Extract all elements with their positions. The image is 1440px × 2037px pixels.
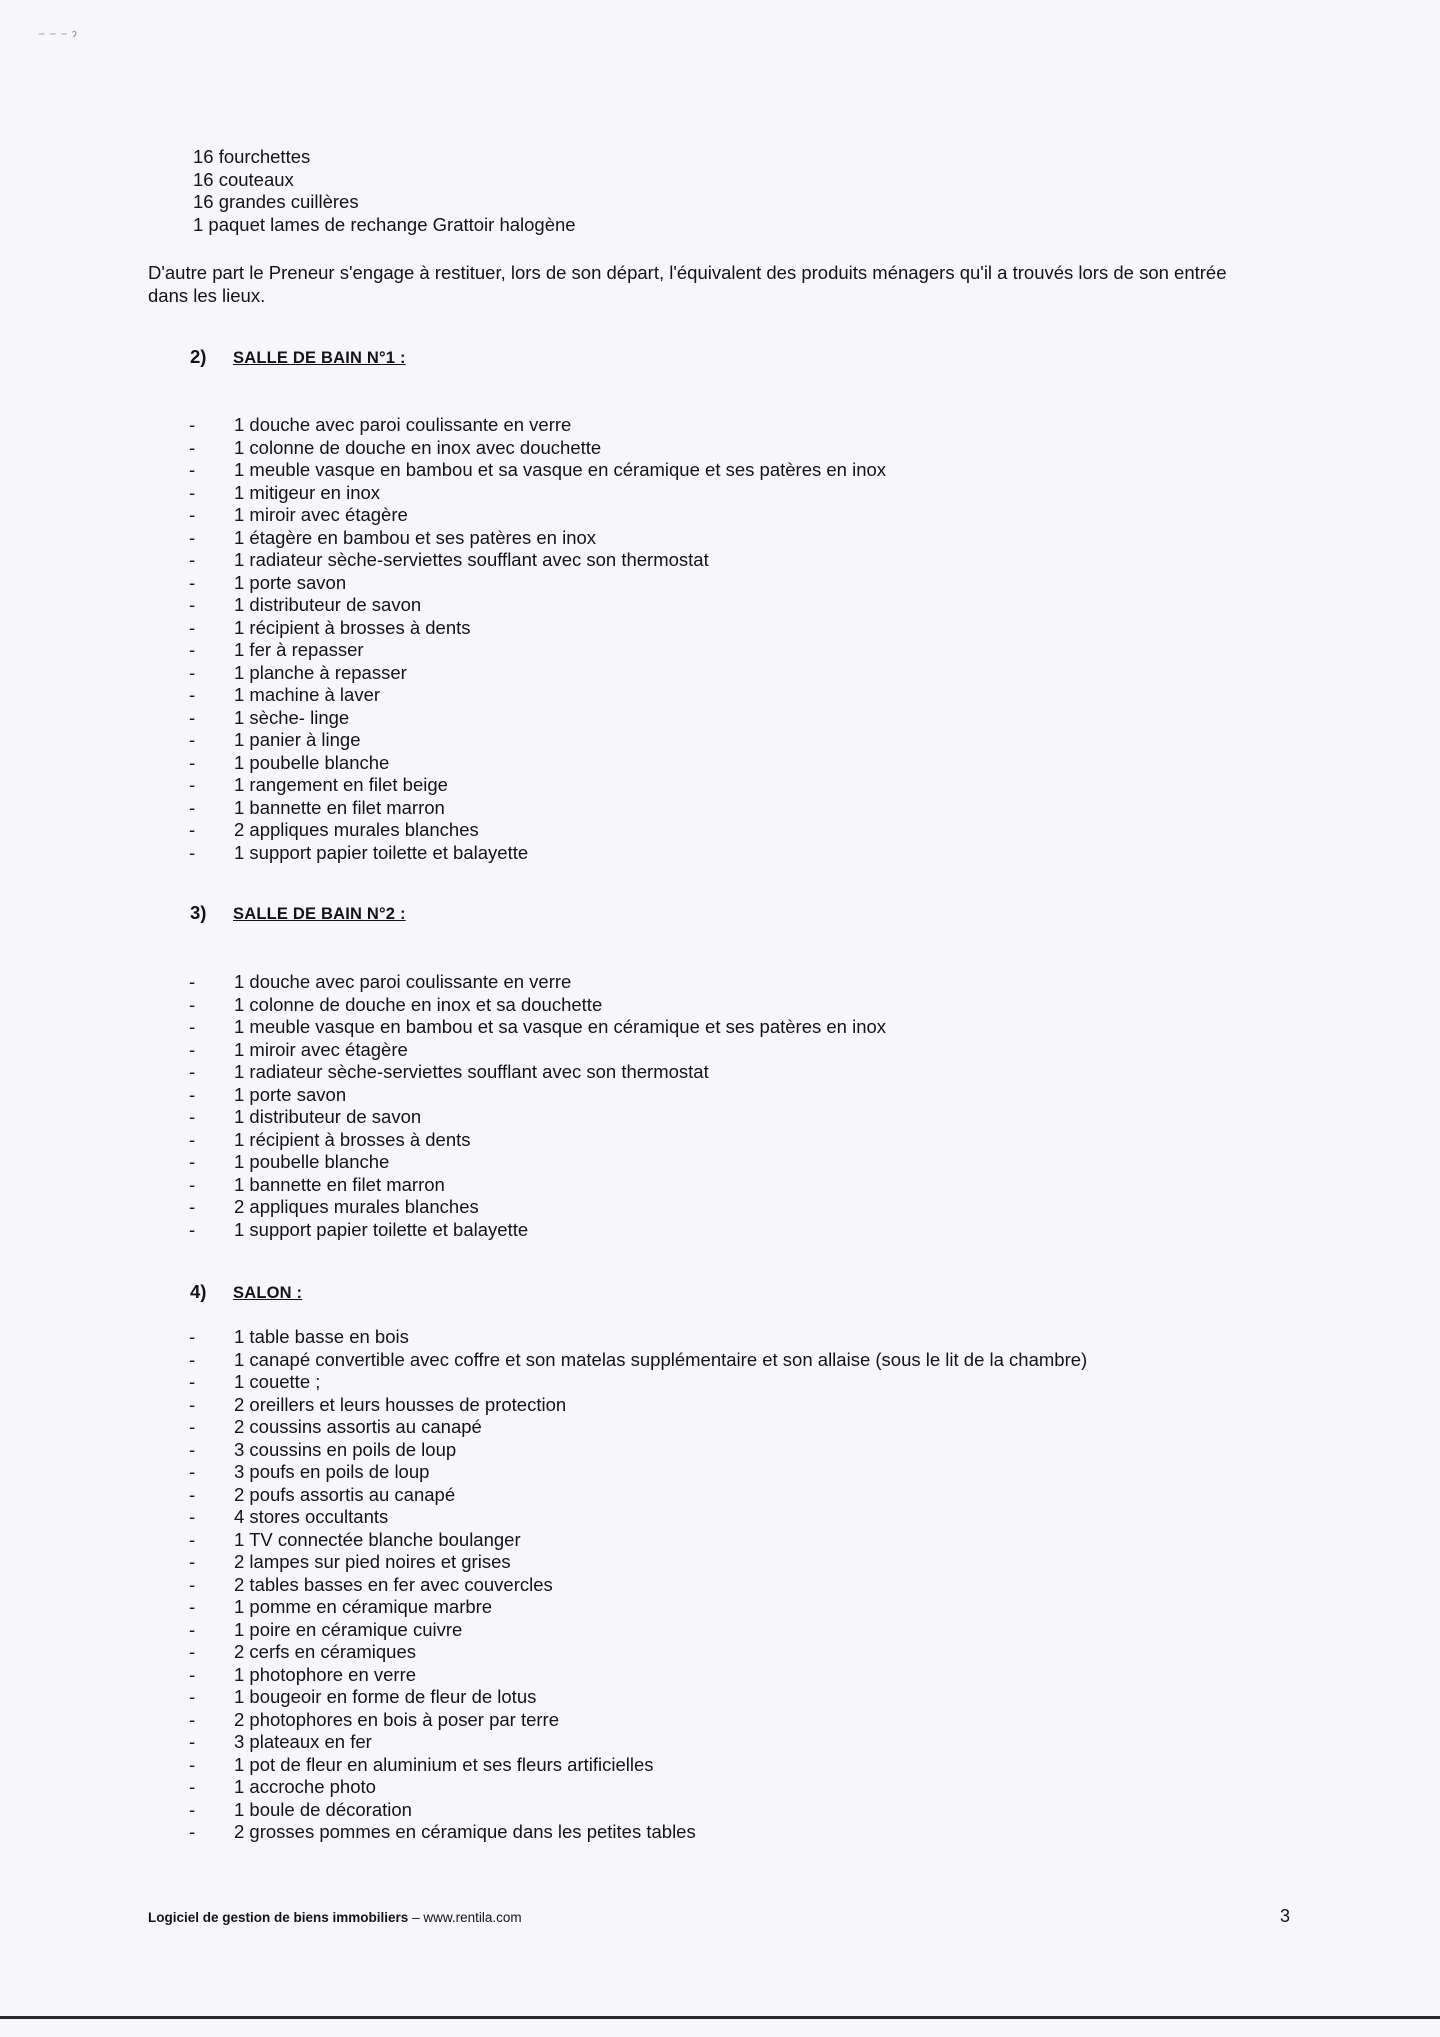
item-text: 2 lampes sur pied noires et grises [234,1551,511,1572]
items-list-salon [189,1326,1087,1844]
bullet-dash: - [189,1438,196,1460]
list-item [189,527,886,550]
bullet-dash: - [189,1821,196,1842]
list-item [189,1371,1087,1394]
bullet-dash: - [189,1016,196,1037]
bullet-dash: - [189,1173,196,1195]
intro-line: 16 couteaux [193,168,294,190]
bullet-dash: - [189,751,196,773]
bullet-dash: - [189,1371,196,1392]
list-item [189,1196,886,1219]
bullet-dash: - [189,1528,196,1550]
list-item [189,504,886,527]
bullet-dash: - [189,796,196,818]
item-text: 1 support papier toilette et balayette [234,841,529,863]
item-text: 1 planche à repasser [234,661,407,683]
list-item [189,971,886,994]
list-item [189,774,886,797]
list-item [189,1641,1087,1664]
list-item [189,594,886,617]
item-text: 1 mitigeur en inox [234,481,381,503]
list-item [189,1799,1087,1822]
item-text: 1 radiateur sèche-serviettes soufflant avec son thermostat [234,1061,709,1082]
item-text: 1 support papier toilette et balayette [234,1218,529,1240]
list-item [189,549,886,572]
item-text: 1 poire en céramique cuivre [234,1618,463,1640]
list-item [189,414,886,437]
bullet-dash: - [189,1506,196,1527]
bullet-dash: - [189,594,196,615]
item-text: 1 meuble vasque en bambou et sa vasque en céramique et ses patères en inox [234,1016,887,1037]
item-text: 1 accroche photo [234,1776,376,1797]
list-item [189,797,886,820]
item-text: 3 coussins en poils de loup [234,1438,457,1460]
scan-artifact: ⁻ ⁻ ⁻ ˀ [38,28,77,44]
footer-software-name: Logiciel de gestion de biens immobiliers [148,1910,409,1925]
item-text: 2 appliques murales blanches [234,819,479,840]
item-text: 2 grosses pommes en céramique dans les petites tables [234,1821,696,1842]
list-item [189,1219,886,1242]
item-text: 3 poufs en poils de loup [234,1461,430,1482]
list-item [189,684,886,707]
item-text: 1 miroir avec étagère [234,504,408,525]
item-text: 2 poufs assortis au canapé [234,1483,456,1505]
bullet-dash: - [189,661,196,683]
section-number: 2) [190,346,207,367]
bullet-dash: - [189,1416,196,1437]
bullet-dash: - [189,1776,196,1797]
list-item [189,1506,1087,1529]
item-text: 2 tables basses en fer avec couvercles [234,1573,553,1595]
item-text: 4 stores occultants [234,1506,389,1527]
bullet-dash: - [189,1038,196,1060]
restitution-paragraph: D'autre part le Preneur s'engage à restituer, lors de son départ, l'équivalent des produits ménagers qu'il a trouvés lors de son entrée dans les lieux. [148,262,1227,306]
bullet-dash: - [189,1798,196,1820]
list-item [189,1016,886,1039]
item-text: 1 TV connectée blanche boulanger [234,1528,521,1550]
item-text: 1 colonne de douche en inox et sa douchette [234,993,603,1015]
item-text: 1 miroir avec étagère [234,1038,408,1060]
bullet-dash: - [189,1061,196,1082]
item-text: 1 boule de décoration [234,1798,412,1820]
list-item [189,729,886,752]
item-text: 1 douche avec paroi coulissante en verre [234,971,572,992]
list-item [189,482,886,505]
item-text: 2 cerfs en céramiques [234,1641,417,1662]
item-text: 1 table basse en bois [234,1326,409,1347]
bullet-dash: - [189,436,196,458]
section-heading-salle-de-bain-1 [190,346,406,368]
list-item [189,1394,1087,1417]
list-item [189,1174,886,1197]
list-item [189,1461,1087,1484]
intro-line: 16 grandes cuillères [193,191,359,213]
bullet-dash: - [189,1083,196,1105]
bullet-dash: - [189,414,196,435]
item-text: 1 rangement en filet beige [234,774,448,795]
bullet-dash: - [189,1731,196,1752]
list-item [189,1596,1087,1619]
bullet-dash: - [189,481,196,503]
section-title: SALLE DE BAIN N°2 : [233,905,406,923]
bullet-dash: - [189,1686,196,1707]
item-text: 2 oreillers et leurs housses de protection [234,1393,567,1415]
bullet-dash: - [189,639,196,660]
bullet-dash: - [189,571,196,593]
item-text: 1 pot de fleur en aluminium et ses fleurs artificielles [234,1753,654,1775]
intro-list [193,146,576,236]
list-item [189,1061,886,1084]
list-item [189,752,886,775]
list-item [189,1686,1087,1709]
list-item [189,1349,1087,1372]
item-text: 1 photophore en verre [234,1663,417,1685]
item-text: 2 coussins assortis au canapé [234,1416,482,1437]
section-title: SALON : [233,1284,303,1302]
item-text: 1 poubelle blanche [234,751,390,773]
list-item [189,639,886,662]
item-text: 1 pomme en céramique marbre [234,1596,493,1617]
footer-separator: – [408,1910,424,1925]
bullet-dash: - [189,526,196,548]
intro-line: 16 fourchettes [193,146,311,167]
bullet-dash: - [189,1551,196,1572]
item-text: 1 meuble vasque en bambou et sa vasque en céramique et ses patères en inox [234,459,887,480]
list-item [189,707,886,730]
bullet-dash: - [189,774,196,795]
item-text: 1 porte savon [234,571,347,593]
bullet-dash: - [189,459,196,480]
bullet-dash: - [189,1573,196,1595]
list-item [189,1664,1087,1687]
bullet-dash: - [189,504,196,525]
list-item [189,1709,1087,1732]
item-text: 2 photophores en bois à poser par terre [234,1708,559,1730]
list-item [189,1731,1087,1754]
bullet-dash: - [189,841,196,863]
bullet-dash: - [189,1461,196,1482]
item-text: 1 sèche- linge [234,706,350,728]
list-item [189,662,886,685]
list-item [189,1039,886,1062]
bullet-dash: - [189,1753,196,1775]
intro-line: 1 paquet lames de rechange Grattoir halogène [193,213,576,235]
item-text: 1 poubelle blanche [234,1151,390,1172]
list-item [189,1776,1087,1799]
bullet-dash: - [189,729,196,750]
bullet-dash: - [189,684,196,705]
list-item [189,1619,1087,1642]
bullet-dash: - [189,971,196,992]
item-text: 2 appliques murales blanches [234,1196,479,1217]
bullet-dash: - [189,1128,196,1150]
items-list-salle-de-bain-2 [189,971,886,1241]
bullet-dash: - [189,1483,196,1505]
item-text: 1 couette ; [234,1371,321,1392]
item-text: 1 machine à laver [234,684,381,705]
list-item [189,1821,1087,1844]
item-text: 1 étagère en bambou et ses patères en inox [234,526,597,548]
bullet-dash: - [189,1348,196,1370]
bullet-dash: - [189,993,196,1015]
item-text: 1 bougeoir en forme de fleur de lotus [234,1686,537,1707]
bullet-dash: - [189,1596,196,1617]
section-title: SALLE DE BAIN N°1 : [233,349,406,367]
list-item [189,617,886,640]
item-text: 1 fer à repasser [234,639,364,660]
list-item [189,1551,1087,1574]
item-text: 1 canapé convertible avec coffre et son matelas supplémentaire et son allaise (sous le lit de la chambre) [234,1348,1088,1370]
list-item [189,1416,1087,1439]
list-item [189,819,886,842]
scan-bottom-edge [0,2016,1440,2019]
list-item [189,994,886,1017]
list-item [189,1151,886,1174]
bullet-dash: - [189,1393,196,1415]
item-text: 1 porte savon [234,1083,347,1105]
items-list-salle-de-bain-1 [189,414,886,864]
item-text: 1 bannette en filet marron [234,796,445,818]
footer-website: www.rentila.com [423,1910,522,1925]
list-item [189,1484,1087,1507]
bullet-dash: - [189,1618,196,1640]
bullet-dash: - [189,1196,196,1217]
bullet-dash: - [189,1326,196,1347]
item-text: 1 distributeur de savon [234,594,422,615]
item-text: 1 radiateur sèche-serviettes soufflant avec son thermostat [234,549,709,570]
section-number: 4) [190,1281,207,1302]
list-item [189,1529,1087,1552]
bullet-dash: - [189,1106,196,1127]
list-item [189,1084,886,1107]
section-heading-salle-de-bain-2 [190,902,406,924]
bullet-dash: - [189,1218,196,1240]
bullet-dash: - [189,1708,196,1730]
bullet-dash: - [189,549,196,570]
list-item [189,1129,886,1152]
bullet-dash: - [189,1641,196,1662]
item-text: 1 récipient à brosses à dents [234,1128,471,1150]
page-number: 3 [1280,1906,1291,1926]
list-item [189,572,886,595]
list-item [189,1106,886,1129]
item-text: 1 douche avec paroi coulissante en verre [234,414,572,435]
list-item [189,1754,1087,1777]
section-number: 3) [190,902,207,923]
item-text: 1 panier à linge [234,729,361,750]
item-text: 1 colonne de douche en inox avec douchette [234,436,602,458]
page-footer [148,1910,522,1925]
item-text: 1 distributeur de savon [234,1106,422,1127]
item-text: 3 plateaux en fer [234,1731,372,1752]
section-heading-salon [190,1281,302,1303]
bullet-dash: - [189,819,196,840]
list-item [189,1439,1087,1462]
item-text: 1 bannette en filet marron [234,1173,445,1195]
list-item [189,459,886,482]
list-item [189,437,886,460]
bullet-dash: - [189,1663,196,1685]
bullet-dash: - [189,706,196,728]
list-item [189,842,886,865]
item-text: 1 récipient à brosses à dents [234,616,471,638]
bullet-dash: - [189,1151,196,1172]
list-item [189,1574,1087,1597]
list-item [189,1326,1087,1349]
bullet-dash: - [189,616,196,638]
